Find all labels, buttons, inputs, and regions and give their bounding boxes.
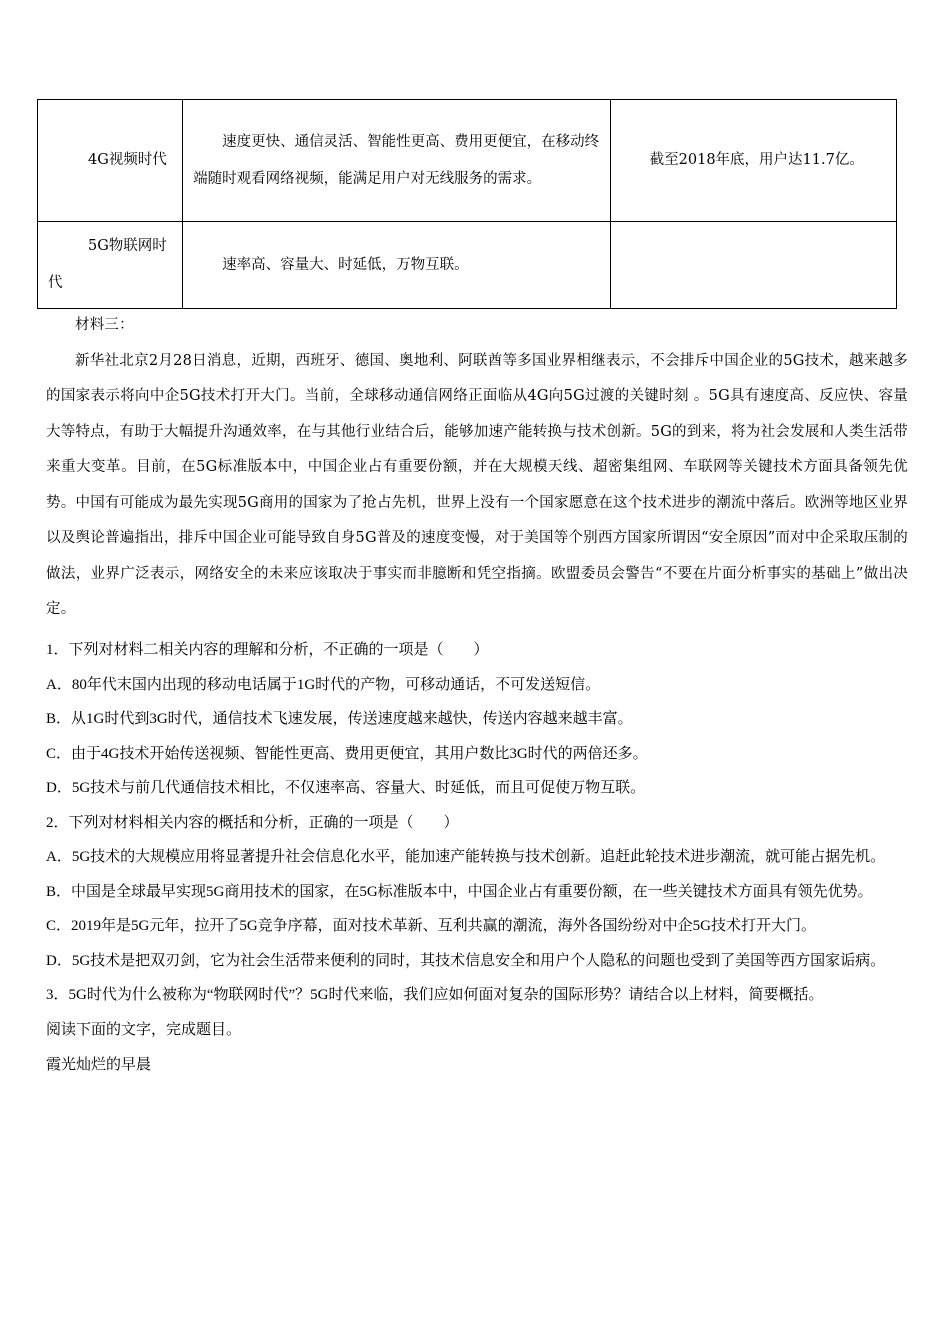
question-1-option-d: D．5G技术与前几代通信技术相比，不仅速率高、容量大、时延低，而且可促使万物互联。: [46, 780, 646, 796]
question-3-stem: 3．5G时代为什么被称为“物联网时代”？5G时代来临，我们应如何面对复杂的国际形势？请结合以上材料，简要概括。: [46, 987, 824, 1003]
users-text: [611, 259, 896, 271]
reading-instruction: 阅读下面的文字，完成题目。: [46, 1021, 242, 1038]
question-2-option-d: D．5G技术是把双刃剑，它为社会生活带来便利的同时，其技术信息安全和用户个人隐私的问题也受到了美国等西方国家诟病。: [46, 952, 886, 969]
table-row: [38, 100, 897, 222]
era-label: 4G视频时代: [88, 152, 167, 168]
comm-era-table: [37, 99, 897, 309]
question-1-option-b: B．从1G时代到3G时代，通信技术飞速发展，传送速度越来越快，传送内容越来越丰富。: [46, 711, 633, 727]
question-1-option-a: A．80年代末国内出现的移动电话属于1G时代的产物，可移动通话，不可发送短信。: [46, 676, 601, 693]
features-text: 速率高、容量大、时延低，万物互联。: [222, 256, 469, 273]
material3-section: [46, 308, 908, 628]
users-cell: [610, 100, 896, 222]
era-label: 5G物联网时代: [48, 238, 167, 291]
era-cell: [38, 222, 183, 309]
question-2-option-c: C．2019年是5G元年，拉开了5G竞争序幕，面对技术革新、互利共赢的潮流，海外各国纷纷对中企5G技术打开大门。: [46, 918, 817, 934]
table-row: [38, 222, 897, 309]
features-cell: [183, 222, 610, 309]
era-cell: [38, 100, 183, 222]
reading-title: 霞光灿烂的早晨: [46, 1055, 152, 1073]
material3-label: 材料三：: [75, 317, 134, 333]
question-1-stem: 1．下列对材料二相关内容的理解和分析，不正确的一项是（ ）: [46, 642, 489, 658]
question-2-option-a: A．5G技术的大规模应用将显著提升社会信息化水平，能加速产能转换与技术创新。追赶此轮技术进步潮流，就可能占据先机。: [46, 849, 886, 865]
question-1-option-c: C．由于4G技术开始传送视频、智能性更高、费用更便宜，其用户数比3G时代的两倍还多。: [46, 745, 648, 762]
features-text: 速度更快、通信灵活、智能性更高、费用更便宜，在移动终端随时观看网络视频，能满足用户对无线服务的需求。: [193, 133, 600, 187]
users-text: 截至2018年底，用户达11.7亿。: [649, 152, 864, 168]
questions-section: [46, 633, 908, 1082]
features-cell: [183, 100, 610, 222]
users-cell: [610, 222, 896, 309]
question-2-stem: 2．下列对材料相关内容的概括和分析，正确的一项是（ ）: [46, 814, 459, 831]
question-2-option-b: B．中国是全球最早实现5G商用技术的国家，在5G标准版本中，中国企业占有重要份额，在一些关键技术方面具有领先优势。: [46, 883, 873, 900]
material3-paragraph: 新华社北京2月28日消息，近期，西班牙、德国、奥地利、阿联酋等多国业界相继表示，不会排斥中国企业的5G技术，越来越多的国家表示将向中企5G技术打开大门。当前，全球移动通信网络正面临从4G向5G过渡的关键时刻 。5G具有速度高、反应快、容量大等特点，有助于大幅提升沟通效率，在与其他行业结合后，能够加速产能转换与技术创新。5G的到来，将为社会发展和人类生活带来重大变革。目前，在5G标准版本中，中国企业占有重要份额，并在大规模天线、超密集组网、车联网等关键技术方面具备领先优势。中国有可能成为最先实现5G商用的国家为了抢占先机，世界上没有一个国家愿意在这个技术进步的潮流中落后。欧洲等地区业界以及舆论普遍指出，排斥中国企业可能导致自身5G普及的速度变慢，对于美国等个别西方国家所谓因“安全原因”而对中企采取压制的做法，业界广泛表示，网络安全的未来应该取决于事实而非臆断和凭空指摘。欧盟委员会警告“不要在片面分析事实的基础上”做出决定。: [46, 352, 908, 617]
